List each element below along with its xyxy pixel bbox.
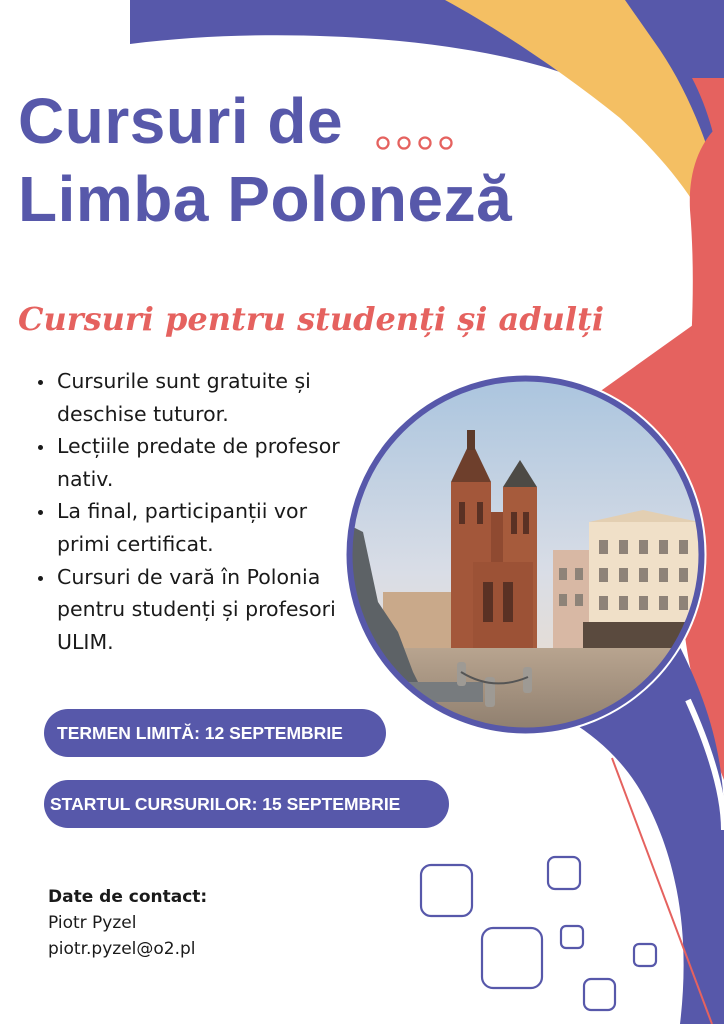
- bullet-list: [33, 365, 365, 658]
- contact-label: Date de contact:: [48, 887, 208, 907]
- start-date-badge: STARTUL CURSURILOR: 15 SEPTEMBRIE: [44, 780, 449, 828]
- contact-name: Piotr Pyzel: [48, 913, 137, 933]
- subtitle: Cursuri pentru studenți și adulți: [18, 300, 604, 338]
- bullet-item: • Cursurile sunt gratuite și deschise tuturor.: [55, 365, 365, 430]
- deadline-badge: TERMEN LIMITĂ: 12 SEPTEMBRIE: [44, 709, 386, 757]
- title-line-1: Cursuri de: [18, 85, 344, 157]
- bullet-item: • Cursuri de vară în Polonia pentru studenți și profesori ULIM.: [55, 561, 365, 659]
- title-line-2: Limba Poloneză: [18, 163, 513, 235]
- krakow-market-square-photo: [343, 372, 708, 737]
- contact-block: [48, 884, 207, 962]
- page-title: [18, 82, 512, 238]
- contact-email: piotr.pyzel@o2.pl: [48, 939, 196, 959]
- bullet-item: • La final, participanții vor primi certificat.: [55, 495, 365, 560]
- bullet-item: • Lecțiile predate de profesor nativ.: [55, 430, 365, 495]
- dots-decoration: [374, 133, 470, 153]
- rounded-squares-decoration: [421, 857, 656, 1010]
